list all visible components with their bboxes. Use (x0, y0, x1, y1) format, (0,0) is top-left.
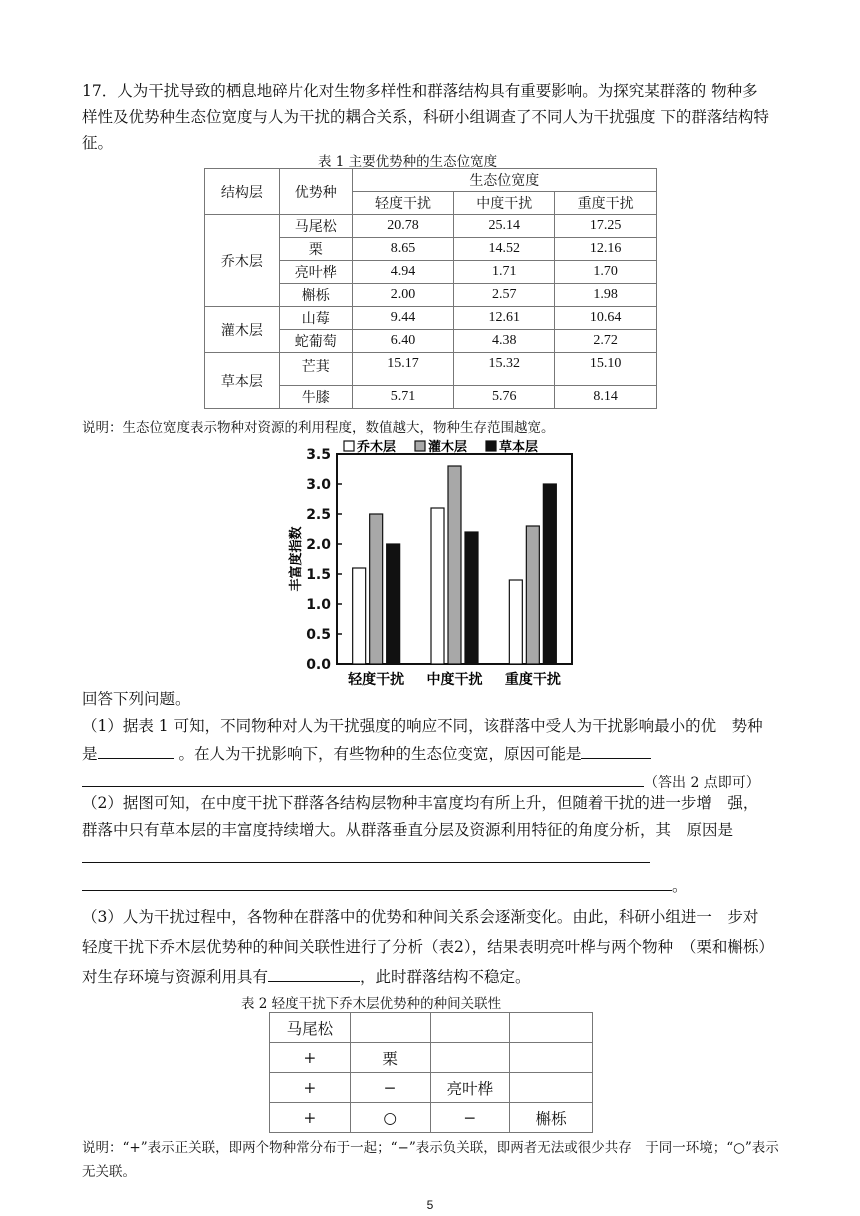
assoc-cell: − (430, 1103, 510, 1133)
q1-text-b: 。在人为干扰影响下，有些物种的生态位变宽，原因可能是 (178, 745, 582, 763)
y-tick-label: 1.5 (306, 567, 331, 583)
niche-width-table (204, 168, 657, 409)
assoc-cell (510, 1013, 593, 1043)
header-niche-width: 生态位宽度 (352, 169, 656, 192)
species-cell: 马尾松 (279, 215, 352, 238)
species-association-table (269, 1012, 593, 1133)
species-cell: 芒萁 (279, 353, 352, 386)
species-cell: 山莓 (279, 307, 352, 330)
bar-灌木层 (370, 514, 383, 664)
x-category-label: 轻度干扰 (348, 672, 405, 688)
bar-乔木层 (509, 580, 522, 664)
assoc-cell: 槲栎 (510, 1103, 593, 1133)
q1-text-a: （1）据表 1 可知，不同物种对人为干扰强度的响应不同，该群落中受人为干扰影响最小的优 势种是 (82, 717, 763, 763)
value-cell: 5.71 (352, 386, 454, 409)
q1-hint: （答出 2 点即可） (644, 775, 760, 791)
species-cell: 牛膝 (279, 386, 352, 409)
bar-乔木层 (353, 568, 366, 664)
assoc-cell: − (350, 1073, 430, 1103)
value-cell: 14.52 (454, 238, 555, 261)
q3-text-a: （3）人为干扰过程中，各物种在群落中的优势和种间关系会逐渐变化。由此，科研小组进一 步对轻度干扰下乔木层优势种的种间关联性进行了分析（表2），结果表明亮叶桦与两个物种 （栗和槲栎）对生存环境与资源利用具有 (82, 908, 767, 986)
value-cell: 20.78 (352, 215, 454, 238)
value-cell: 1.98 (555, 284, 657, 307)
species-cell: 蛇葡萄 (279, 330, 352, 353)
question-17-intro (82, 78, 772, 156)
legend-label: 草本层 (499, 440, 539, 455)
q1-answer-blank-3[interactable] (82, 768, 644, 787)
assoc-cell (510, 1043, 593, 1073)
questions-lead: 回答下列问题。 (82, 690, 191, 708)
value-cell: 12.16 (555, 238, 657, 261)
header-species: 优势种 (279, 169, 352, 215)
q2-answer-blank-1[interactable] (82, 844, 650, 863)
assoc-cell: 亮叶桦 (430, 1073, 510, 1103)
bar-灌木层 (448, 466, 461, 664)
bar-灌木层 (526, 526, 539, 664)
assoc-cell: + (270, 1103, 351, 1133)
value-cell: 12.61 (454, 307, 555, 330)
q1-answer-blank-1[interactable] (98, 740, 174, 759)
y-tick-label: 0.5 (306, 627, 331, 643)
legend-swatch (486, 441, 496, 451)
value-cell: 17.25 (555, 215, 657, 238)
assoc-cell (430, 1043, 510, 1073)
y-tick-label: 3.0 (306, 477, 331, 493)
table1-caption: 表 1 主要优势种的生态位宽度 (318, 154, 498, 170)
question-2 (82, 790, 772, 900)
value-cell: 15.10 (555, 353, 657, 386)
value-cell: 6.40 (352, 330, 454, 353)
value-cell: 1.70 (555, 261, 657, 284)
legend-swatch (415, 441, 425, 451)
value-cell: 9.44 (352, 307, 454, 330)
q3-answer-blank[interactable] (268, 963, 360, 982)
value-cell: 15.17 (352, 353, 454, 386)
bar-乔木层 (431, 508, 444, 664)
species-cell: 槲栎 (279, 284, 352, 307)
value-cell: 8.14 (555, 386, 657, 409)
q2-end: 。 (672, 877, 688, 895)
assoc-cell: 马尾松 (270, 1013, 351, 1043)
table2-caption: 表 2 轻度干扰下乔木层优势种的种间关联性 (241, 996, 502, 1012)
legend-label: 乔木层 (357, 440, 397, 455)
assoc-cell: + (270, 1073, 351, 1103)
x-category-label: 中度干扰 (426, 672, 483, 688)
question-1 (82, 713, 772, 797)
value-cell: 25.14 (454, 215, 555, 238)
value-cell: 4.94 (352, 261, 454, 284)
value-cell: 2.57 (454, 284, 555, 307)
question-number: 17． (82, 82, 118, 100)
q3-text-b: ，此时群落结构不稳定。 (360, 968, 531, 986)
header-light: 轻度干扰 (352, 192, 454, 215)
q1-answer-blank-2[interactable] (581, 740, 651, 759)
header-layer: 结构层 (205, 169, 280, 215)
q2-text: （2）据图可知，在中度干扰下群落各结构层物种丰富度均有所上升，但随着干扰的进一步增 强，群落中只有草本层的丰富度持续增大。从群落垂直分层及资源利用特征的角度分析，其 原因是 (82, 794, 759, 839)
assoc-cell: ○ (350, 1103, 430, 1133)
y-tick-label: 1.0 (306, 597, 331, 613)
assoc-cell: 栗 (350, 1043, 430, 1073)
y-tick-label: 0.0 (306, 657, 331, 673)
intro-text: 人为干扰导致的栖息地碎片化对生物多样性和群落结构具有重要影响。为探究某群落的 物种多样性及优势种生态位宽度与人为干扰的耦合关系，科研小组调查了不同人为干扰强度 下的群落结构特征。 (82, 82, 769, 152)
legend-label: 灌木层 (428, 440, 468, 455)
value-cell: 10.64 (555, 307, 657, 330)
value-cell: 2.72 (555, 330, 657, 353)
y-tick-label: 2.5 (306, 507, 331, 523)
bar-草本层 (543, 484, 556, 664)
table1-note: 说明：生态位宽度表示物种对资源的利用程度，数值越大，物种生存范围越宽。 (82, 420, 555, 436)
bar-草本层 (465, 532, 478, 664)
table2-note: 说明：“+”表示正关联，即两个物种常分布于一起；“−”表示负关联，即两者无法或很少共存 于同一环境；“○”表示无关联。 (82, 1140, 779, 1180)
assoc-cell (430, 1013, 510, 1043)
value-cell: 8.65 (352, 238, 454, 261)
bar-草本层 (387, 544, 400, 664)
layer-cell: 草本层 (205, 353, 280, 409)
q2-answer-blank-2[interactable] (82, 872, 672, 891)
y-tick-label: 3.5 (306, 447, 331, 463)
richness-bar-chart (280, 436, 580, 690)
header-heavy: 重度干扰 (555, 192, 657, 215)
value-cell: 2.00 (352, 284, 454, 307)
value-cell: 15.32 (454, 353, 555, 386)
value-cell: 4.38 (454, 330, 555, 353)
assoc-cell (350, 1013, 430, 1043)
legend-swatch (344, 441, 354, 451)
layer-cell: 灌木层 (205, 307, 280, 353)
value-cell: 1.71 (454, 261, 555, 284)
species-cell: 亮叶桦 (279, 261, 352, 284)
assoc-cell: + (270, 1043, 351, 1073)
header-medium: 中度干扰 (454, 192, 555, 215)
layer-cell: 乔木层 (205, 215, 280, 307)
y-axis-label: 丰富度指数 (289, 526, 304, 592)
page-number: 5 (426, 1198, 434, 1212)
x-category-label: 重度干扰 (504, 672, 561, 688)
value-cell: 5.76 (454, 386, 555, 409)
species-cell: 栗 (279, 238, 352, 261)
question-3 (82, 902, 772, 992)
y-tick-label: 2.0 (306, 537, 331, 553)
assoc-cell (510, 1073, 593, 1103)
